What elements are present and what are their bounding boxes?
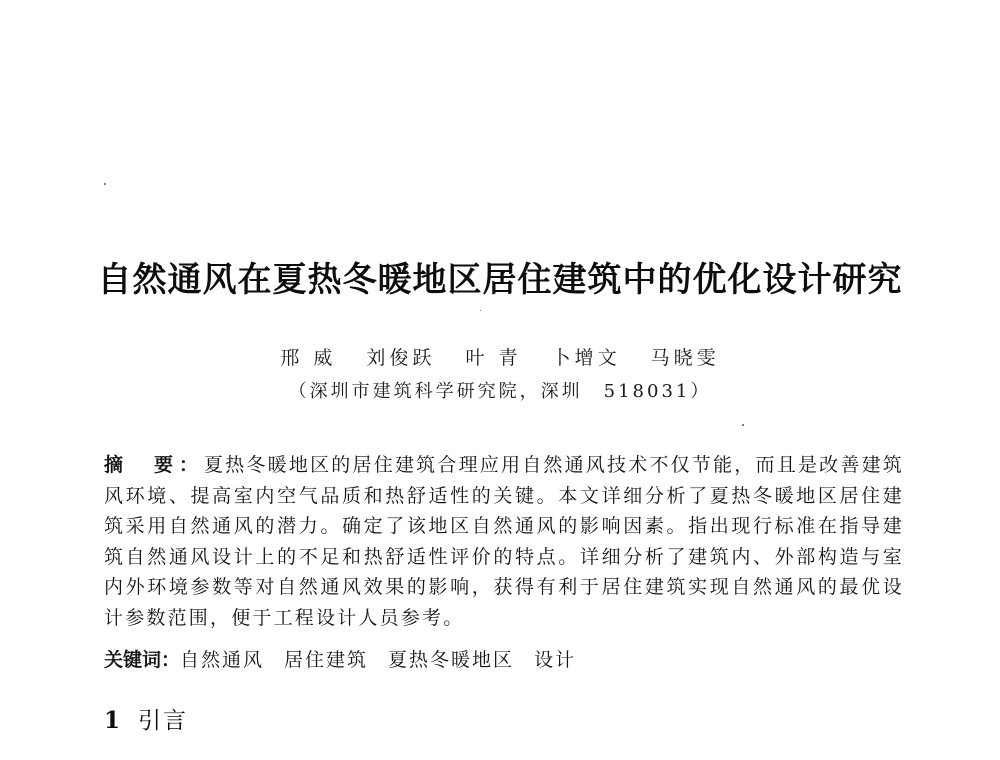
keywords [104,645,904,675]
keyword: 自然通风 [180,649,265,671]
section-heading [104,704,188,738]
section-title: 引言 [138,708,189,734]
keywords-label: 关键词： [104,649,181,671]
abstract-text: 夏热冬暖地区的居住建筑合理应用自然通风技术不仅节能，而且是改善建筑风环境、提高室内空气品质和热舒适性的关键。本文详细分析了夏热冬暖地区居住建筑采用自然通风的潜力。确定了该地区自然通风的影响因素。指出现行标准在指导建筑自然通风设计上的不足和热舒适性评价的特点。详细分析了建筑内、外部构造与室内外环境参数等对自然通风效果的影响，获得有利于居住建筑实现自然通风的最优设计参数范围，便于工程设计人员参考。 [104,454,904,629]
author-name: 马晓雯 [650,347,720,369]
abstract-label: 摘 要： [104,454,205,476]
author-name: 叶 青 [465,347,522,369]
keyword: 设计 [534,649,577,671]
keyword: 居住建筑 [284,649,369,671]
author-name: 邢 威 [280,347,337,369]
abstract [104,450,904,633]
author-name: 刘俊跃 [366,347,436,369]
scan-speck [480,310,481,311]
section-number: 1 [104,707,121,734]
scan-speck [742,424,744,426]
paper-title: 自然通风在夏热冬暖地区居住建筑中的优化设计研究 [97,260,903,300]
keyword: 夏热冬暖地区 [388,649,515,671]
scan-speck [104,183,106,185]
author-list [0,344,1000,372]
author-name: 卜增文 [551,347,621,369]
affiliation: （深圳市建筑科学研究院，深圳 518031） [288,381,712,402]
